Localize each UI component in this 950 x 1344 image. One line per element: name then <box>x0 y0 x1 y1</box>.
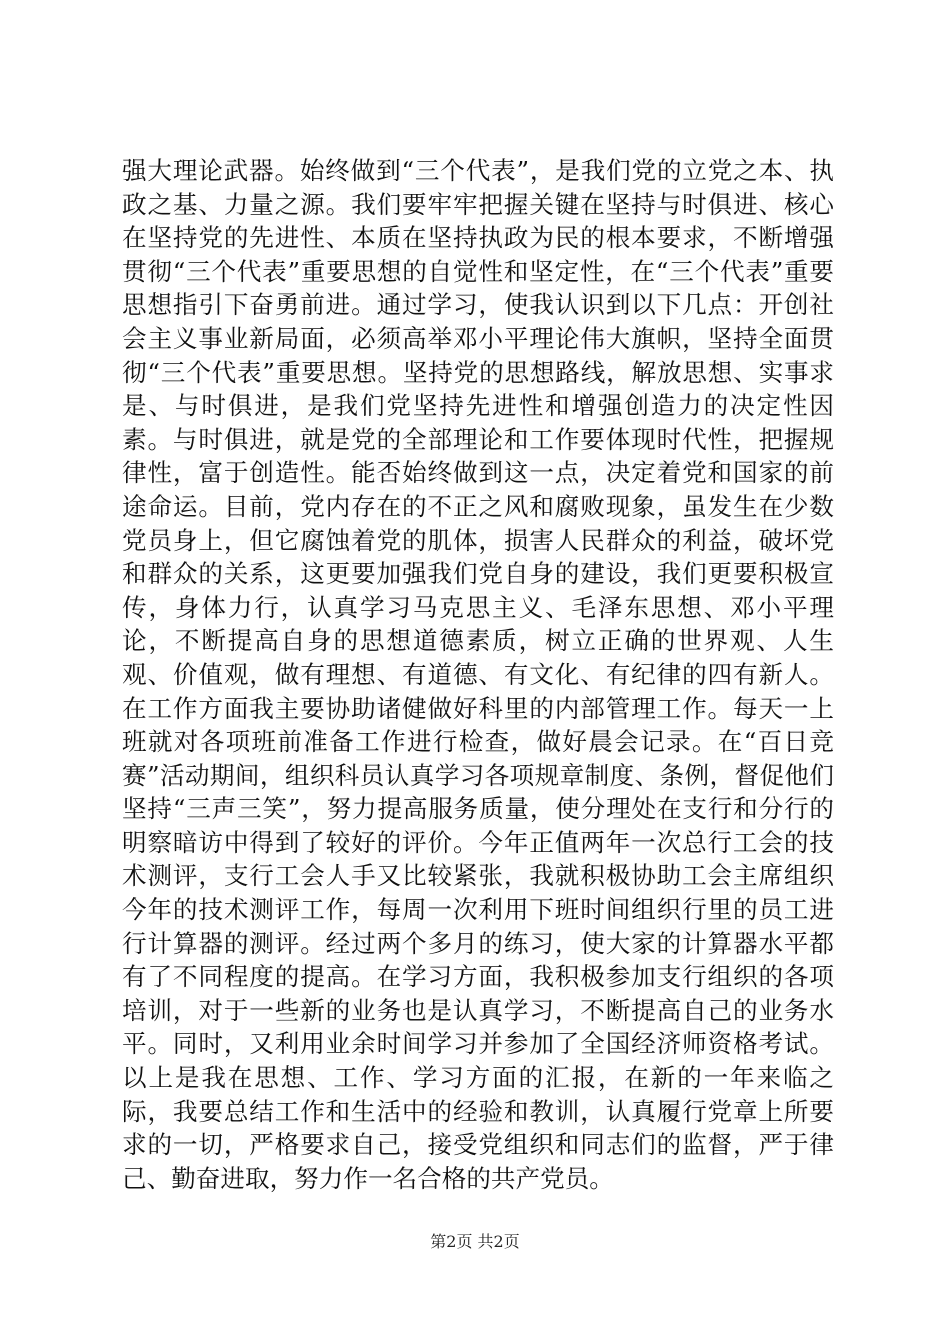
body-paragraph: 强大理论武器。始终做到“三个代表”，是我们党的立党之本、执政之基、力量之源。我们要牢牢把握关键在坚持与时俱进、核心在坚持党的先进性、本质在坚持执政为民的根本要求，不断增强贯彻“三个代表”重要思想的自觉性和坚定性，在“三个代表”重要思想指引下奋勇前进。通过学习，使我认识到以下几点：开创社会主义事业新局面，必须高举邓小平理论伟大旗帜，坚持全面贯彻“三个代表”重要思想。坚持党的思想路线，解放思想、实事求是、与时俱进，是我们党坚持先进性和增强创造力的决定性因素。与时俱进，就是党的全部理论和工作要体现时代性，把握规律性，富于创造性。能否始终做到这一点，决定着党和国家的前途命运。目前，党内存在的不正之风和腐败现象，虽发生在少数党员身上，但它腐蚀着党的肌体，损害人民群众的利益，破坏党和群众的关系，这更要加强我们党自身的建设，我们更要积极宣传，身体力行，认真学习马克思主义、毛泽东思想、邓小平理论，不断提高自身的思想道德素质，树立正确的世界观、人生观、价值观，做有理想、有道德、有文化、有纪律的四有新人。在工作方面我主要协助诸健做好科里的内部管理工作。每天一上班就对各项班前准备工作进行检查，做好晨会记录。在“百日竞赛”活动期间，组织科员认真学习各项规章制度、条例，督促他们坚持“三声三笑”，努力提高服务质量，使分理处在支行和分行的明察暗访中得到了较好的评价。今年正值两年一次总行工会的技术测评，支行工会人手又比较紧张，我就积极协助工会主席组织今年的技术测评工作，每周一次利用下班时间组织行里的员工进行计算器的测评。经过两个多月的练习，使大家的计算器水平都有了不同程度的提高。在学习方面，我积极参加支行组织的各项培训，对于一些新的业务也是认真学习，不断提高自己的业务水平。同时，又利用业余时间学习并参加了全国经济师资格考试。以上是我在思想、工作、学习方面的汇报，在新的一年来临之际，我要总结工作和生活中的经验和教训，认真履行党章上所要求的一切，严格要求自己，接受党组织和同志们的监督，严于律己、勤奋进取，努力作一名合格的共产党员。 <box>122 156 834 1193</box>
page-footer: 第2页 共2页 <box>430 1232 520 1251</box>
